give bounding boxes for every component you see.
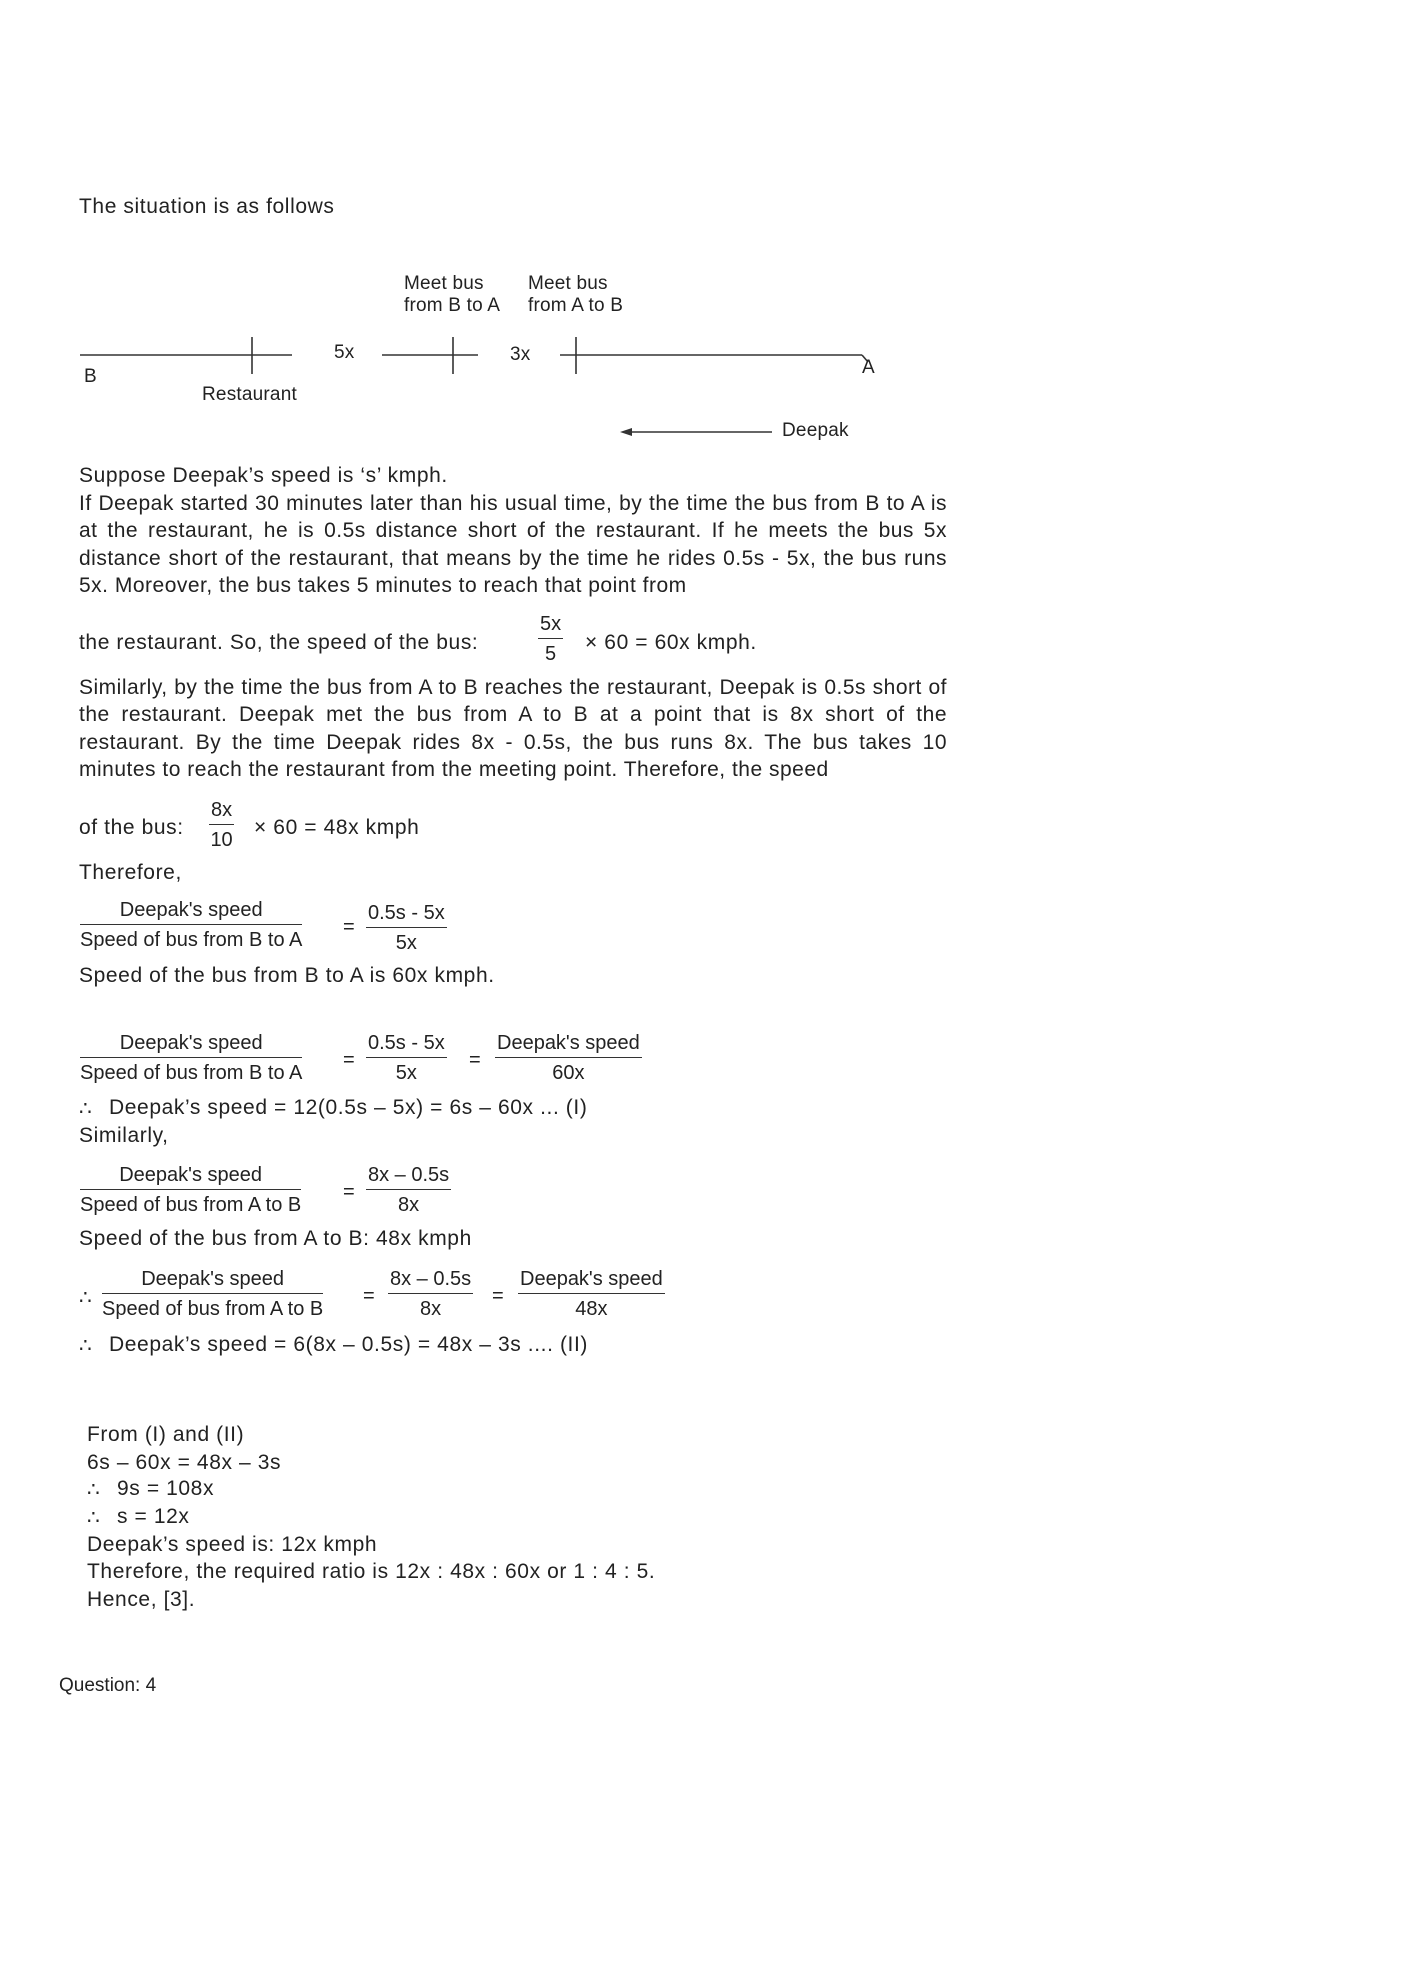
equals-sign: = (469, 1049, 481, 1071)
ratio-eq1-right (366, 901, 447, 955)
therefore-symbol: ∴ (79, 1098, 90, 1120)
denominator: 10 (210, 829, 233, 851)
numerator: Deepak's speed (520, 1268, 663, 1290)
therefore-symbol: ∴ (79, 1287, 90, 1309)
bus-speed-result-1: × 60 = 60x kmph. (585, 631, 757, 654)
numerator: 8x – 0.5s (368, 1164, 450, 1186)
intro-text: The situation is as follows (79, 195, 335, 218)
solution-line-2: 6s – 60x = 48x – 3s (87, 1451, 282, 1474)
paragraph-end-speed: the restaurant. So, the speed of the bus: (79, 631, 479, 654)
equals-sign: = (343, 916, 355, 938)
equals-sign: = (492, 1285, 504, 1307)
ratio-eq3-right (366, 1163, 451, 1217)
ratio-eq2-middle (366, 1031, 447, 1085)
equals-sign: = (363, 1285, 375, 1307)
result-equation-1: Deepak’s speed = 12(0.5s – 5x) = 6s – 60x ... (I) (109, 1096, 588, 1119)
solution-line-6: Therefore, the required ratio is 12x : 48x : 60x or 1 : 4 : 5. (87, 1560, 656, 1583)
solution-line-7: Hence, [3]. (87, 1588, 196, 1611)
ratio-eq4-right (518, 1267, 665, 1321)
ratio-eq4-middle (388, 1267, 473, 1321)
numerator: Deepak's speed (141, 1268, 285, 1290)
similarly-label: Similarly, (79, 1124, 169, 1147)
label-meet-ba-line2: from B to A (404, 295, 501, 316)
denominator: Speed of bus from B to A (80, 1062, 303, 1084)
denominator: 5 (545, 643, 557, 665)
deepak-arrow-head (620, 428, 632, 436)
denominator: 5x (395, 1062, 417, 1084)
numerator: 0.5s - 5x (368, 1032, 445, 1054)
paragraph-similarly: Similarly, by the time the bus from A to B reaches the restaurant, Deepak is 0.5s short of the restaurant. Deepak met the bus from A to B at a point that is 8x short of the restaurant. By the time Deepak rides 8x - 0.5s, the bus runs 8x. The bus takes 10 minutes to reach the restaurant from the meeting point. Therefore, the speed (79, 676, 947, 781)
therefore-label: Therefore, (79, 861, 182, 884)
paragraph-late-start: If Deepak started 30 minutes later than his usual time, by the time the bus from B to A is at the restaurant, he is 0.5s distance short of the restaurant. If he meets the bus 5x distance short of the restaurant, that means by the time he rides 0.5s - 5x, the bus runs 5x. Moreover, the bus takes 5 minutes to reach that point from (79, 492, 947, 597)
solution-line-3: 9s = 108x (117, 1477, 215, 1500)
denominator: 5x (395, 932, 417, 954)
ratio-eq2-right (495, 1031, 642, 1085)
numerator: Deepak's speed (119, 1164, 263, 1186)
denominator: Speed of bus from A to B (102, 1298, 324, 1320)
equals-sign: = (343, 1181, 355, 1203)
bus-ab-speed-line: Speed of the bus from A to B: 48x kmph (79, 1227, 472, 1250)
fraction-8x-over-10 (209, 798, 234, 852)
point-a-label: A (862, 357, 875, 378)
therefore-symbol: ∴ (87, 1479, 98, 1501)
ratio-eq3-left (80, 1163, 301, 1217)
result-equation-2: Deepak’s speed = 6(8x – 0.5s) = 48x – 3s .... (II) (109, 1333, 589, 1356)
solution-line-5: Deepak’s speed is: 12x kmph (87, 1533, 378, 1556)
bus-ba-speed-line: Speed of the bus from B to A is 60x kmph. (79, 964, 495, 987)
numerator: Deepak's speed (119, 1032, 263, 1054)
segment-3x-label: 3x (510, 344, 531, 365)
solution-line-1: From (I) and (II) (87, 1423, 245, 1446)
fraction-5x-over-5 (538, 612, 563, 666)
deepak-label: Deepak (782, 420, 849, 441)
numerator: Deepak's speed (119, 899, 263, 921)
numerator: 0.5s - 5x (368, 902, 445, 924)
numerator: 5x (540, 613, 562, 635)
label-meet-ab-line2: from A to B (528, 295, 624, 316)
ratio-eq1-left (80, 898, 302, 952)
ratio-eq4-left (102, 1267, 323, 1321)
bus-speed-label-2: of the bus: (79, 816, 184, 839)
therefore-symbol: ∴ (79, 1335, 90, 1357)
denominator: 60x (552, 1062, 585, 1084)
ratio-eq2-left (80, 1031, 302, 1085)
question-number: Question: 4 (59, 1675, 157, 1696)
numerator: Deepak's speed (497, 1032, 640, 1054)
segment-5x-label: 5x (334, 342, 355, 363)
numerator: 8x (211, 799, 233, 821)
denominator: 8x (420, 1298, 442, 1320)
denominator: Speed of bus from B to A (80, 929, 303, 951)
equals-sign: = (343, 1049, 355, 1071)
restaurant-label: Restaurant (202, 384, 297, 405)
denominator: 8x (398, 1194, 420, 1216)
label-meet-ab-line1: Meet bus (528, 273, 608, 294)
therefore-symbol: ∴ (87, 1507, 98, 1529)
bus-speed-result-2: × 60 = 48x kmph (254, 816, 420, 839)
denominator: 48x (575, 1298, 608, 1320)
solution-line-4: s = 12x (117, 1505, 190, 1528)
assumption-text: Suppose Deepak’s speed is ‘s’ kmph. (79, 464, 448, 487)
numerator: 8x – 0.5s (390, 1268, 472, 1290)
label-meet-ba-line1: Meet bus (404, 273, 484, 294)
point-b-label: B (84, 366, 97, 387)
denominator: Speed of bus from A to B (80, 1194, 302, 1216)
